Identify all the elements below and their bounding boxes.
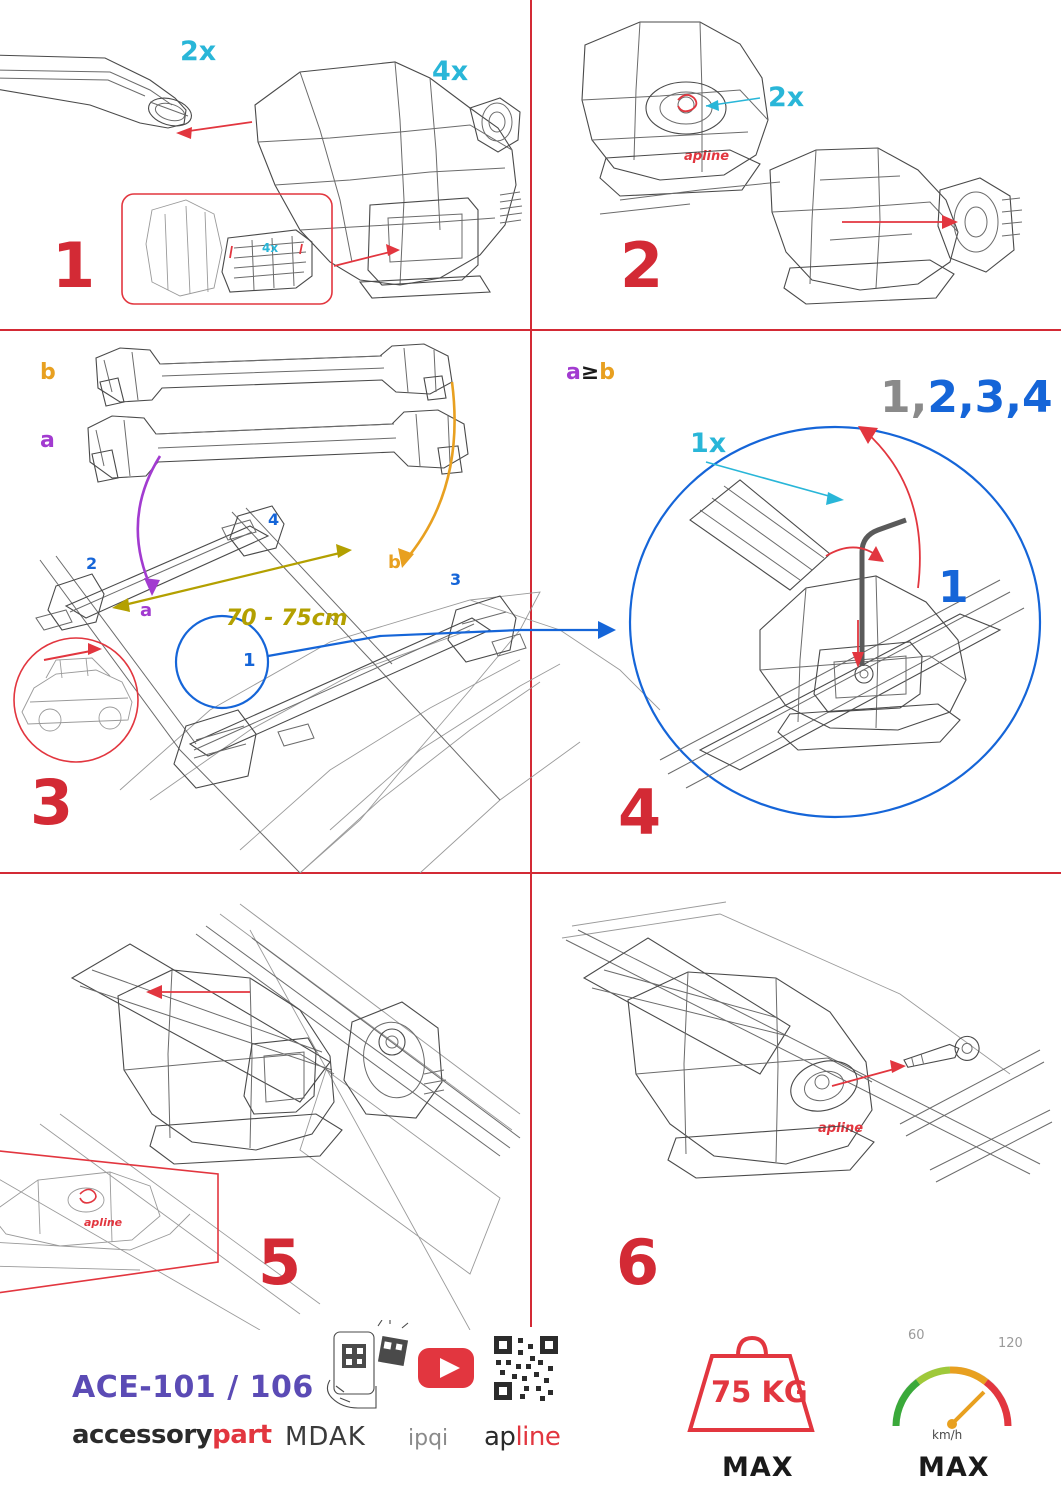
footer-icons	[0, 1320, 1061, 1500]
brand-apline-part-b: line	[515, 1422, 561, 1452]
step4-tool-qty: 1x	[690, 428, 727, 459]
weight-limit-value: 75 KG	[711, 1375, 808, 1409]
qr-code-icon	[494, 1336, 558, 1401]
step4-current-number: 1	[938, 562, 969, 613]
bar-label-b: b	[40, 360, 56, 385]
bar-label-a: a	[40, 428, 55, 453]
step1-qty-2x: 2x	[180, 36, 217, 67]
brand-ipqi: ipqi	[408, 1426, 449, 1451]
speed-unit-label: km/h	[932, 1428, 963, 1442]
speed-limit-icon	[896, 1370, 1008, 1429]
svg-text:apline: apline	[84, 1216, 123, 1229]
condition-label: a≥b	[566, 360, 616, 385]
speed-tick-60: 60	[908, 1328, 925, 1343]
svg-text:apline: apline	[818, 1121, 864, 1136]
roof-label-a: a	[140, 600, 153, 621]
step-number-5: 5	[258, 1226, 303, 1299]
step-number-6: 6	[616, 1226, 661, 1299]
brand-mdak: MDAK	[285, 1422, 366, 1452]
mount-point-3: 3	[450, 570, 462, 589]
inset-qty-label: 4x	[262, 241, 279, 255]
step-number-4: 4	[618, 776, 663, 849]
product-code: ACE-101 / 106	[72, 1370, 314, 1405]
mount-point-1: 1	[243, 650, 256, 671]
step2-qty-2x: 2x	[768, 82, 805, 113]
brand-accessorypart-part-b: part	[212, 1420, 272, 1450]
weight-limit-max-label: MAX	[722, 1452, 794, 1483]
brand-apline-part-a: ap	[484, 1422, 516, 1452]
step-number-2: 2	[620, 229, 665, 302]
steps-5-6-illustration	[0, 874, 1061, 1330]
step1-qty-4x: 4x	[432, 56, 469, 87]
qr-phone-icon	[327, 1320, 408, 1408]
step-number-3: 3	[30, 766, 75, 839]
roof-label-b: b	[388, 552, 401, 573]
mount-point-4: 4	[268, 510, 280, 529]
mount-point-2: 2	[86, 554, 98, 573]
svg-text:apline: apline	[684, 149, 730, 164]
step-number-1: 1	[52, 229, 97, 302]
speed-limit-max-label: MAX	[918, 1452, 990, 1483]
brand-accessorypart-part-a: accessory	[72, 1420, 213, 1450]
step4-sequence: 1,2,3,4	[880, 372, 1053, 423]
youtube-icon	[418, 1348, 474, 1388]
dimension-label: 70 - 75cm	[226, 606, 348, 631]
speed-tick-120: 120	[998, 1336, 1023, 1351]
step-1-illustration	[0, 0, 1061, 330]
